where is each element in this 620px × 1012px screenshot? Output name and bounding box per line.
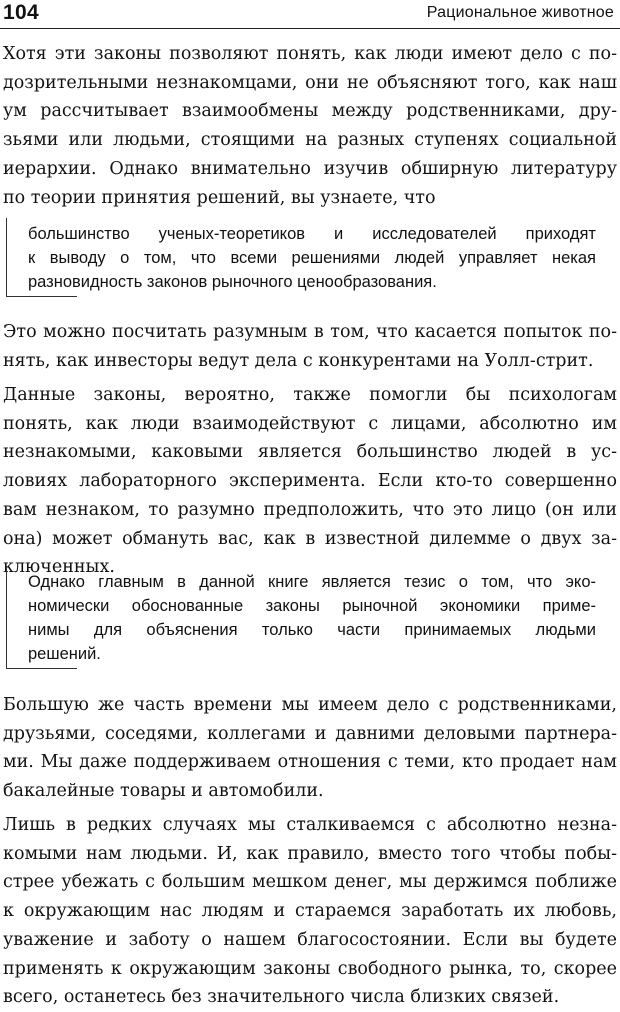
- quote-line: номически обоснованные законы рыночной экономики приме-: [28, 597, 596, 615]
- text-line: ключенных.: [3, 557, 115, 578]
- running-title: Рациональное животное: [426, 4, 614, 21]
- text-line: иерархии. Однако внимательно изучив обширную литературу: [3, 158, 617, 179]
- quote-line: нимы для объяснения только части принимаемых людьми: [28, 621, 596, 639]
- quote-2: [28, 570, 596, 666]
- text-line: ум рассчитывает взаимообмены между родственниками, дру-: [3, 101, 617, 122]
- text-line: незнакомыми, каковыми является большинство людей в ус-: [3, 442, 617, 463]
- quote-line: Однако главным в данной книге является тезис о том, что эко-: [28, 573, 596, 591]
- text-line: Данные законы, вероятно, также помогли бы психологам: [3, 385, 617, 405]
- quote-1: [28, 222, 596, 294]
- text-line: дозрительными незнакомцами, они не объясняют того, как наш: [3, 72, 617, 93]
- paragraph-4: [3, 691, 617, 806]
- text-line: Большую же часть времени мы имеем дело с родственниками,: [3, 695, 617, 715]
- quote-line: большинство ученых-теоретиков и исследователей приходят: [28, 225, 596, 243]
- paragraph-2: [3, 318, 617, 375]
- page-header: [0, 0, 620, 29]
- quote-line: разновидность законов рыночного ценообразования.: [28, 273, 437, 291]
- text-line: Лишь в редких случаях мы сталкиваемся с абсолютно незна-: [3, 815, 617, 835]
- text-line: вам незнаком, то разумно предположить, что это лицо (он или: [3, 499, 617, 520]
- text-line: комыми нам людьми. И, как правило, вместо того чтобы побы-: [3, 843, 617, 864]
- paragraph-1: [3, 40, 617, 212]
- page-number: 104: [3, 1, 39, 24]
- text-line: ми. Мы даже поддерживаем отношения с теми, кто продает нам: [3, 752, 617, 773]
- quote-line: к выводу о том, что всеми решениями людей управляет некая: [28, 249, 596, 267]
- text-line: по теории принятия решений, вы узнаете, что: [3, 187, 436, 208]
- text-line: понять, как люди взаимодействуют с лицами, абсолютно им: [3, 413, 617, 434]
- text-line: зьями или людьми, стоящими на разных ступенях социальной: [3, 130, 617, 151]
- text-line: к окружающим нас людям и стараемся заработать их любовь,: [3, 901, 617, 922]
- text-line: друзьями, соседями, коллегами и давними деловыми партнера-: [3, 723, 617, 744]
- text-line: нять, как инвесторы ведут дела с конкурентами на Уолл-стрит.: [3, 350, 594, 371]
- text-line: она) может обмануть вас, как в известной дилемме о двух за-: [3, 528, 617, 549]
- text-line: бакалейные товары и автомобили.: [3, 781, 324, 802]
- text-line: ловиях лабораторного эксперимента. Если кто-то совершенно: [3, 471, 617, 492]
- text-line: всего, останетесь без значительного числа близких связей.: [3, 987, 560, 1008]
- text-line: уважение и заботу о нашем благосостоянии. Если вы будете: [3, 929, 617, 950]
- text-line: стрее убежать с большим мешком денег, мы держимся поближе: [3, 872, 617, 893]
- paragraph-5: [3, 811, 617, 1012]
- text-line: Это можно посчитать разумным в том, что касается попыток по-: [3, 322, 617, 342]
- quote-line: решений.: [28, 645, 101, 663]
- text-line: применять к окружающим законы свободного рынка, то, скорее: [3, 958, 617, 979]
- paragraph-3: [3, 381, 617, 582]
- text-line: Хотя эти законы позволяют понять, как люди имеют дело с по-: [3, 44, 617, 64]
